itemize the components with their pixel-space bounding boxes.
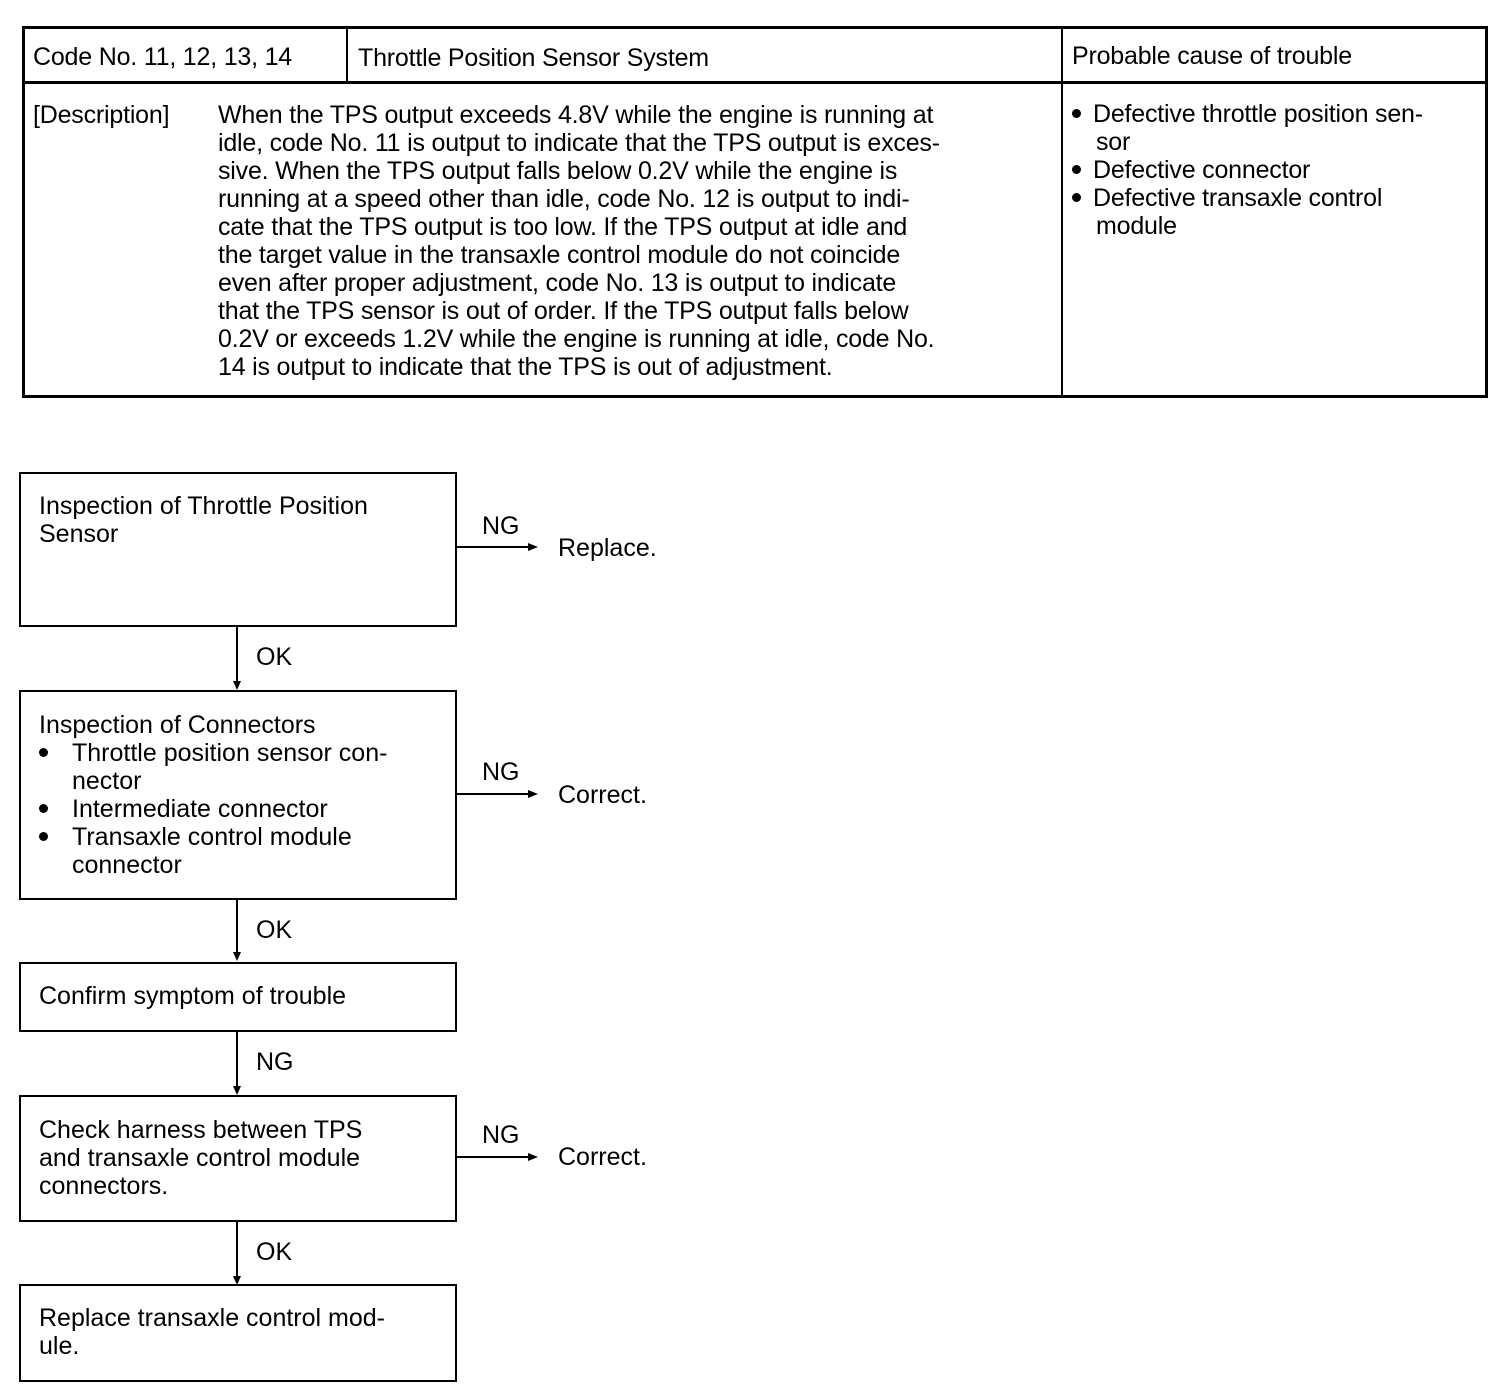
ng-label: NG — [256, 1048, 294, 1076]
description-line: sive. When the TPS output falls below 0.2V while the engine is — [218, 157, 898, 185]
step-check-harness-text: Check harness between TPS and transaxle control module connectors. — [39, 1116, 363, 1200]
connector-line — [236, 1032, 238, 1087]
step-replace-tcm-text: Replace transaxle control mod- ule. — [39, 1304, 385, 1360]
description-text — [218, 101, 940, 381]
ng-label: NG — [482, 758, 520, 786]
bullet-icon — [39, 748, 48, 757]
code-number-header: Code No. 11, 12, 13, 14 — [33, 43, 293, 71]
cause-item: Defective transaxle control module — [1072, 184, 1423, 240]
cause-item: Defective throttle position sen- sor — [1072, 100, 1423, 156]
connector-line — [236, 627, 238, 682]
ok-label: OK — [256, 916, 293, 944]
arrow-down-icon — [233, 1086, 241, 1095]
ok-label: OK — [256, 643, 293, 671]
arrow-right-icon — [528, 543, 538, 551]
description-line: even after proper adjustment, code No. 13 is output to indicate — [218, 269, 897, 297]
description-line: 0.2V or exceeds 1.2V while the engine is running at idle, code No. — [218, 325, 935, 353]
cause-item: Defective connector — [1072, 156, 1423, 184]
description-line: that the TPS sensor is out of order. If the TPS output falls below — [218, 297, 909, 325]
step-inspect-connectors-text: Inspection of Connectors Throttle position sensor con- nector Intermediate connector Transaxle control module connector — [39, 711, 388, 879]
table-header-divider — [22, 81, 1488, 84]
table-col-divider-1 — [346, 26, 348, 83]
arrow-right-icon — [528, 1153, 538, 1161]
ng-label: NG — [482, 512, 520, 540]
ng-arrow-line — [457, 546, 529, 548]
system-name-header: Throttle Position Sensor System — [358, 44, 709, 72]
ok-label: OK — [256, 1238, 293, 1266]
bullet-icon — [1072, 109, 1081, 118]
description-line: running at a speed other than idle, code No. 12 is output to indi- — [218, 185, 910, 213]
arrow-down-icon — [233, 952, 241, 961]
cause-list — [1072, 100, 1423, 240]
ng-action-correct: Correct. — [558, 1143, 647, 1171]
description-line: When the TPS output exceeds 4.8V while the engine is running at — [218, 101, 934, 129]
description-line: cate that the TPS output is too low. If the TPS output at idle and — [218, 213, 908, 241]
description-line: 14 is output to indicate that the TPS is out of adjustment. — [218, 353, 833, 381]
description-line: idle, code No. 11 is output to indicate that the TPS output is exces- — [218, 129, 940, 157]
bullet-icon — [1072, 165, 1081, 174]
description-line: the target value in the transaxle control module do not coincide — [218, 241, 901, 269]
bullet-icon — [39, 804, 48, 813]
connector-line — [236, 1222, 238, 1277]
bullet-icon — [39, 832, 48, 841]
ng-action-correct: Correct. — [558, 781, 647, 809]
connector-line — [236, 900, 238, 954]
probable-cause-header: Probable cause of trouble — [1072, 42, 1352, 70]
ng-arrow-line — [457, 1156, 529, 1158]
ng-action-replace: Replace. — [558, 534, 657, 562]
step-confirm-symptom-text: Confirm symptom of trouble — [39, 982, 347, 1010]
step-inspect-tps-text: Inspection of Throttle Position Sensor — [39, 492, 368, 548]
description-label: [Description] — [33, 101, 170, 129]
table-col-divider-2 — [1061, 26, 1063, 398]
arrow-right-icon — [528, 790, 538, 798]
ng-arrow-line — [457, 793, 529, 795]
ng-label: NG — [482, 1121, 520, 1149]
arrow-down-icon — [233, 681, 241, 690]
bullet-icon — [1072, 193, 1081, 202]
